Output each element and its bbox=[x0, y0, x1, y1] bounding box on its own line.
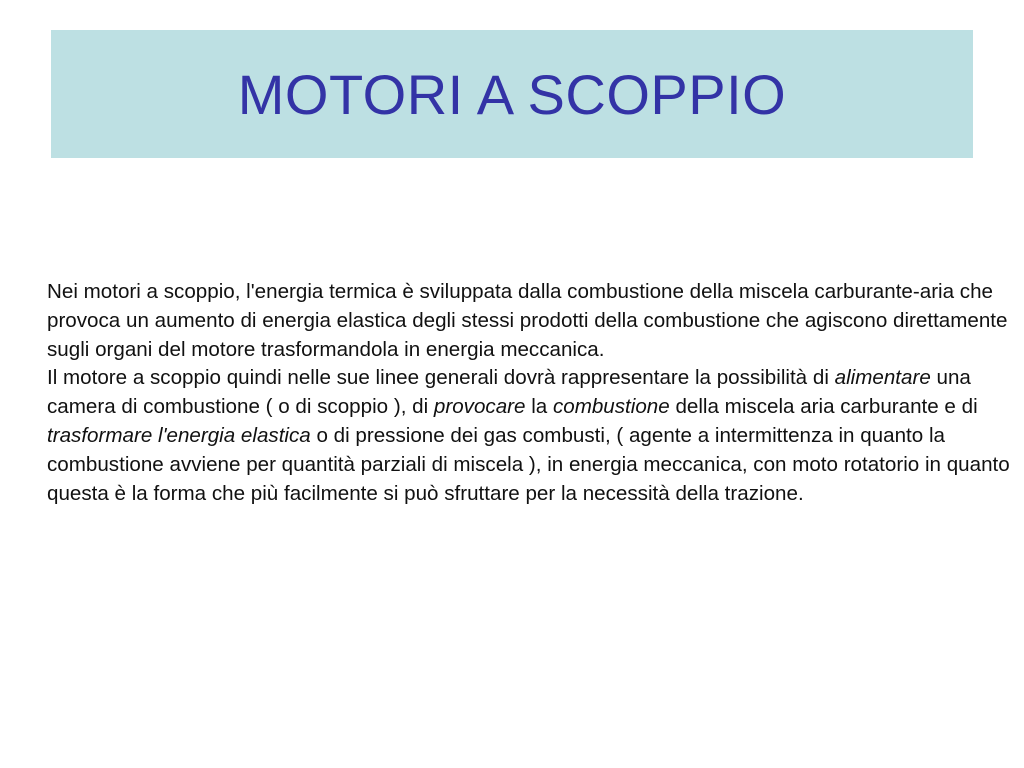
paragraph-2-text-4: della miscela aria carburante e di bbox=[669, 395, 978, 419]
paragraph-2-text-3: la bbox=[525, 395, 553, 419]
title-banner bbox=[51, 30, 973, 158]
paragraph-2-text-2: una camera di combustione ( o di scoppio ), di bbox=[47, 366, 971, 419]
paragraph-2-italic-2: provocare bbox=[433, 395, 526, 419]
paragraph-2 bbox=[47, 364, 1017, 508]
paragraph-2-italic-4: trasformare l'energia elastica bbox=[47, 423, 311, 447]
paragraph-1: Nei motori a scoppio, l'energia termica è sviluppata dalla combustione della miscela carburante-aria che provoca un aumento di energia elastica degli stessi prodotti della combustione che agiscono direttamente sugli organi del motore trasformandola in energia meccanica. bbox=[47, 280, 1008, 361]
slide-body bbox=[47, 278, 1017, 508]
paragraph-2-italic-3: combustione bbox=[552, 395, 670, 419]
slide-title: MOTORI A SCOPPIO bbox=[237, 62, 787, 126]
paragraph-2-text-1: Il motore a scoppio quindi nelle sue linee generali dovrà rappresentare la possibilità di bbox=[47, 366, 835, 390]
paragraph-2-italic-1: alimentare bbox=[834, 366, 931, 390]
paragraph-2-text-5: o di pressione dei gas combusti, ( agente a intermittenza in quanto la combustione avviene per quantità parziali di miscela ), in energia meccanica, con moto rotatorio in quanto questa è la forma che più facilmente si può sfruttare per la necessità della trazione. bbox=[47, 423, 1010, 505]
